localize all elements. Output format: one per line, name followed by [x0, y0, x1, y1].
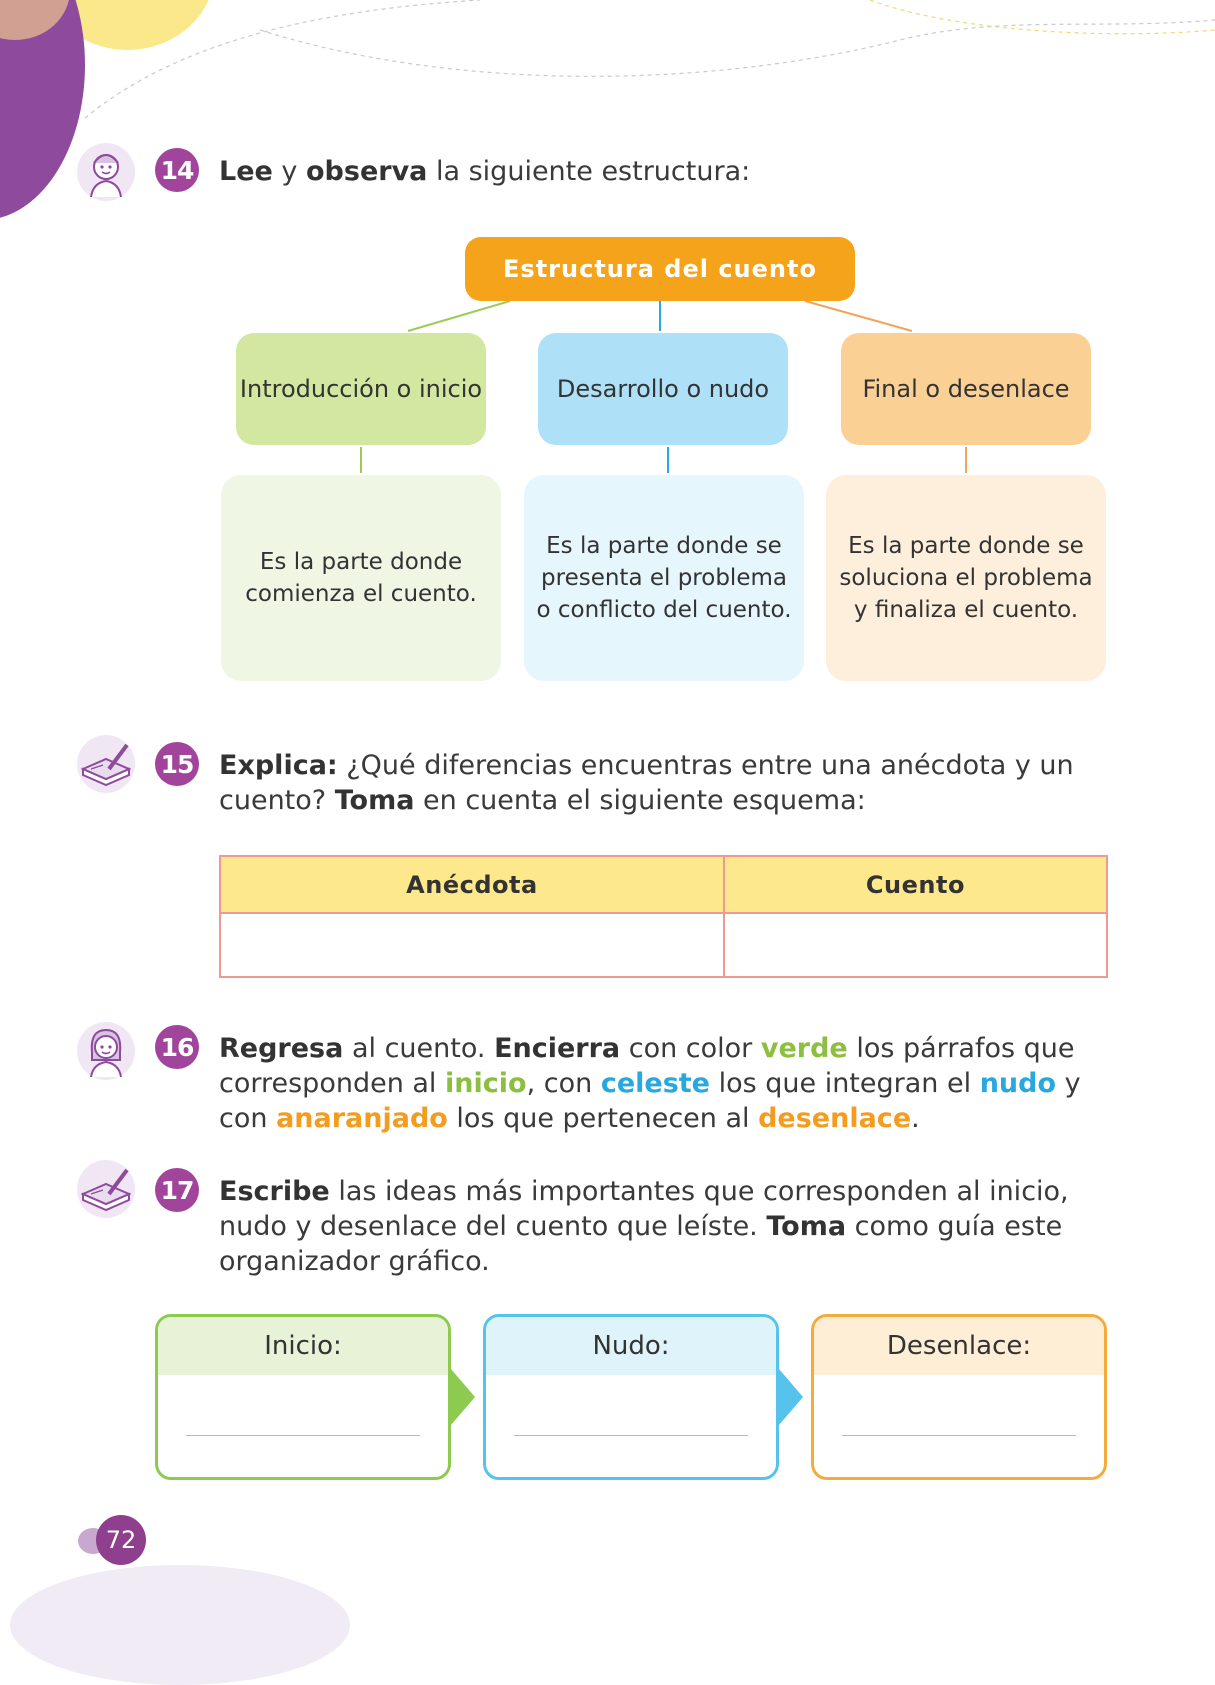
- exercise-17-instruction: Escribe las ideas más importantes que corresponden al inicio, nudo y desenlace del cuento que leíste. Toma como guía este organizador gráfico.: [219, 1176, 1069, 1277]
- organizer-label: Inicio:: [158, 1317, 448, 1375]
- exercise-16-instruction: Regresa al cuento. Encierra con color verde los párrafos que corresponden al inicio, con celeste los que integran el nudo y con anaranjado los que pertenecen al desenlace.: [219, 1033, 1081, 1134]
- exercise-number: 16: [155, 1025, 199, 1069]
- exercise-number: 17: [155, 1168, 199, 1212]
- table-cell-anecdota[interactable]: [220, 913, 724, 977]
- arrow-right-icon: [779, 1369, 803, 1425]
- comparison-table: [219, 855, 1108, 978]
- organizer-label: Nudo:: [486, 1317, 776, 1375]
- organizer-box-inicio: [155, 1314, 451, 1480]
- page-number: 72: [96, 1515, 146, 1565]
- exercise-number: 15: [155, 742, 199, 786]
- book-pencil-icon: [77, 1160, 135, 1218]
- organizer-box-desenlace: [811, 1314, 1107, 1480]
- organizer-box-nudo: [483, 1314, 779, 1480]
- writing-line[interactable]: [514, 1435, 748, 1436]
- diagram-root: Estructura del cuento: [465, 237, 855, 301]
- exercise-14-instruction: Lee y observa la siguiente estructura:: [219, 156, 751, 187]
- exercise-15-instruction: Explica: ¿Qué diferencias encuentras entre una anécdota y un cuento? Toma en cuenta el siguiente esquema:: [219, 750, 1074, 816]
- decorative-bottom-blob: [10, 1565, 350, 1685]
- table-cell-cuento[interactable]: [724, 913, 1107, 977]
- table-header-cuento: Cuento: [724, 856, 1107, 913]
- arrow-right-icon: [451, 1369, 475, 1425]
- description-introduccion: Es la parte donde comienza el cuento.: [221, 475, 501, 681]
- organizer-label: Desenlace:: [814, 1317, 1104, 1375]
- description-final: Es la parte donde se soluciona el problema y finaliza el cuento.: [826, 475, 1106, 681]
- node-final: Final o desenlace: [841, 333, 1091, 445]
- description-desarrollo: Es la parte donde se presenta el problema o conflicto del cuento.: [524, 475, 804, 681]
- table-header-anecdota: Anécdota: [220, 856, 724, 913]
- writing-line[interactable]: [186, 1435, 420, 1436]
- writing-line[interactable]: [842, 1435, 1076, 1436]
- node-introduccion: Introducción o inicio: [236, 333, 486, 445]
- book-pencil-icon: [77, 735, 135, 793]
- node-desarrollo: Desarrollo o nudo: [538, 333, 788, 445]
- exercise-number: 14: [155, 148, 199, 192]
- girl-face-icon: [77, 1022, 135, 1080]
